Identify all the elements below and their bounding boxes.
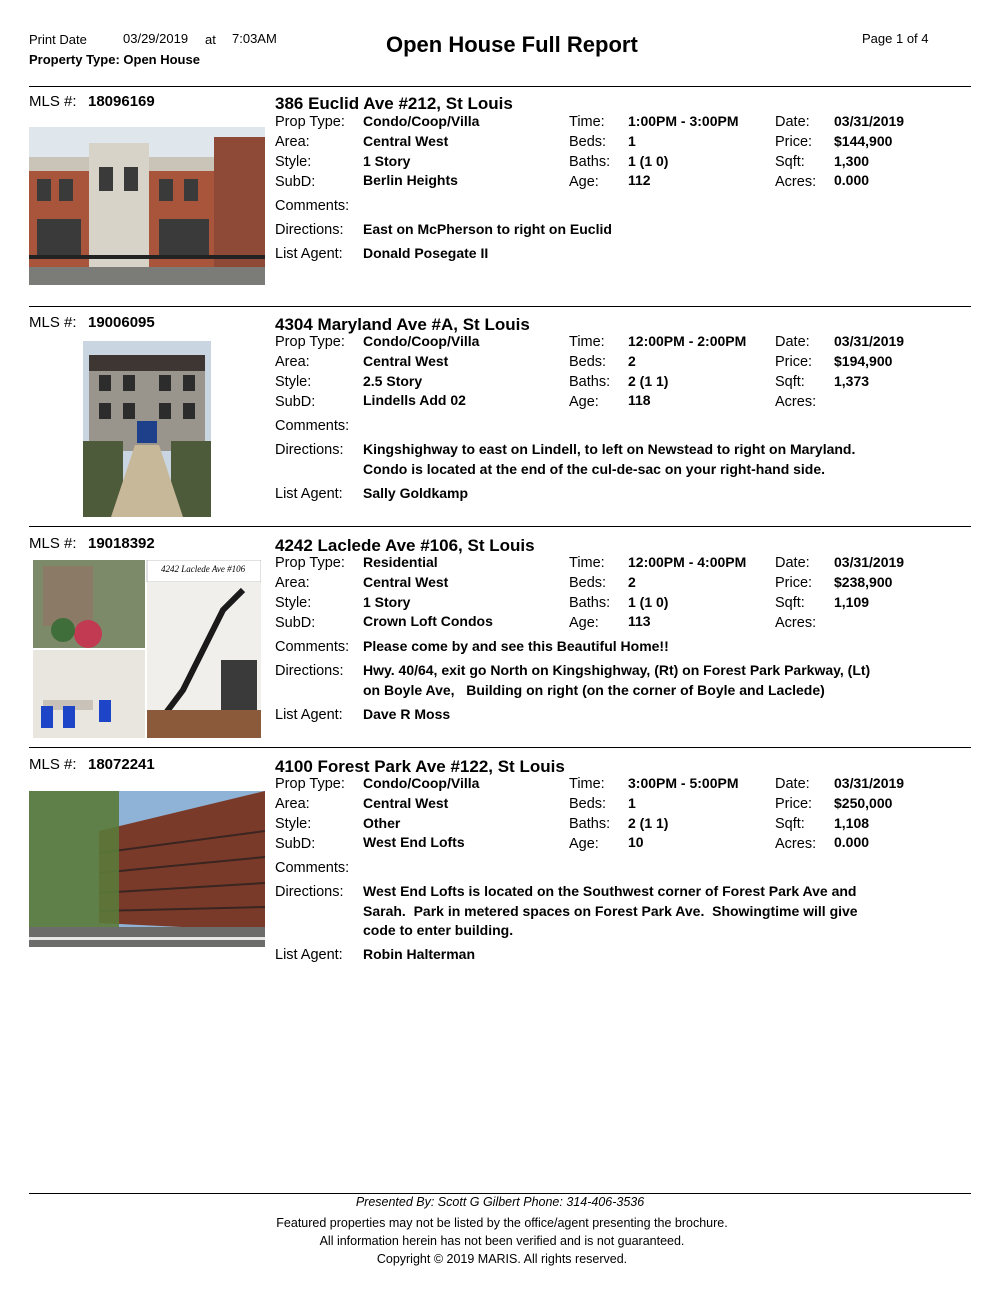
mls-number: 18096169 <box>88 93 155 110</box>
age-value: 118 <box>628 392 651 408</box>
area-value: Central West <box>363 574 449 590</box>
acres-label: Acres: <box>775 394 817 410</box>
time-value: 12:00PM - 2:00PM <box>628 333 747 349</box>
subd-label: SubD: <box>275 615 316 631</box>
mls-label: MLS #: <box>29 314 77 331</box>
beds-label: Beds: <box>569 134 607 150</box>
date-value: 03/31/2019 <box>834 775 905 791</box>
style-label: Style: <box>275 816 312 832</box>
baths-value: 2 (1 1) <box>628 815 669 831</box>
date-value: 03/31/2019 <box>834 554 905 570</box>
acres-value: 0.000 <box>834 834 870 850</box>
sqft-value: 1,300 <box>834 153 870 169</box>
prop-type-value: Condo/Coop/Villa <box>363 333 480 349</box>
list-agent-value: Robin Halterman <box>363 946 476 962</box>
date-label: Date: <box>775 776 810 792</box>
area-label: Area: <box>275 134 310 150</box>
baths-value: 1 (1 0) <box>628 594 669 610</box>
mls-label: MLS #: <box>29 756 77 773</box>
prop-type-label: Prop Type: <box>275 555 345 571</box>
directions-label: Directions: <box>275 442 344 458</box>
prop-type-value: Condo/Coop/Villa <box>363 113 480 129</box>
area-value: Central West <box>363 133 449 149</box>
directions-label: Directions: <box>275 222 344 238</box>
mls-number: 19006095 <box>88 314 155 331</box>
style-value: 1 Story <box>363 594 411 610</box>
baths-value: 2 (1 1) <box>628 373 669 389</box>
list-agent-label: List Agent: <box>275 707 343 723</box>
subd-value: Lindells Add 02 <box>363 392 466 408</box>
time-label: Time: <box>569 114 605 130</box>
date-label: Date: <box>775 555 810 571</box>
time-label: Time: <box>569 334 605 350</box>
mls-number: 18072241 <box>88 756 155 773</box>
property-address: 4242 Laclede Ave #106, St Louis <box>275 536 535 555</box>
acres-value: 0.000 <box>834 172 870 188</box>
area-label: Area: <box>275 575 310 591</box>
mls-number: 19018392 <box>88 535 155 552</box>
style-value: 1 Story <box>363 153 411 169</box>
directions-line-3: code to enter building. <box>363 922 514 938</box>
date-label: Date: <box>775 334 810 350</box>
area-value: Central West <box>363 795 449 811</box>
style-value: Other <box>363 815 401 831</box>
age-label: Age: <box>569 836 599 852</box>
directions-line-1: Hwy. 40/64, exit go North on Kingshighway, (Rt) on Forest Park Parkway, (Lt) <box>363 662 871 678</box>
print-date: 03/29/2019 <box>123 31 189 46</box>
subd-label: SubD: <box>275 394 316 410</box>
comments-label: Comments: <box>275 418 350 434</box>
property-address: 4100 Forest Park Ave #122, St Louis <box>275 757 565 776</box>
list-agent-value: Dave R Moss <box>363 706 451 722</box>
age-label: Age: <box>569 394 599 410</box>
mls-label: MLS #: <box>29 93 77 110</box>
acres-label: Acres: <box>775 615 817 631</box>
page-title: Open House Full Report <box>386 32 638 57</box>
area-label: Area: <box>275 796 310 812</box>
price-label: Price: <box>775 575 813 591</box>
subd-value: West End Lofts <box>363 834 465 850</box>
list-agent-label: List Agent: <box>275 947 343 963</box>
prop-type-value: Residential <box>363 554 438 570</box>
list-agent-label: List Agent: <box>275 486 343 502</box>
list-agent-value: Donald Posegate II <box>363 245 489 261</box>
print-date-label: Print Date <box>29 32 87 47</box>
directions-value: East on McPherson to right on Euclid <box>363 221 612 237</box>
mls-label: MLS #: <box>29 535 77 552</box>
disclaimer-1: Featured properties may not be listed by the office/agent presenting the brochure. <box>276 1216 728 1230</box>
prop-type-label: Prop Type: <box>275 114 345 130</box>
area-label: Area: <box>275 354 310 370</box>
price-value: $238,900 <box>834 574 893 590</box>
property-photo-collage <box>33 560 261 738</box>
property-photo <box>29 127 265 285</box>
date-value: 03/31/2019 <box>834 113 905 129</box>
age-label: Age: <box>569 615 599 631</box>
photo-caption: 4242 Laclede Ave #106 <box>161 564 246 574</box>
list-agent-label: List Agent: <box>275 246 343 262</box>
beds-value: 2 <box>628 353 636 369</box>
baths-label: Baths: <box>569 595 611 611</box>
beds-label: Beds: <box>569 354 607 370</box>
style-label: Style: <box>275 374 312 390</box>
subd-label: SubD: <box>275 836 316 852</box>
beds-label: Beds: <box>569 796 607 812</box>
time-value: 12:00PM - 4:00PM <box>628 554 747 570</box>
subd-value: Berlin Heights <box>363 172 458 188</box>
disclaimer-2: All information herein has not been verified and is not guaranteed. <box>319 1234 685 1248</box>
style-label: Style: <box>275 595 312 611</box>
comments-label: Comments: <box>275 198 350 214</box>
area-value: Central West <box>363 353 449 369</box>
list-agent-value: Sally Goldkamp <box>363 485 469 501</box>
sqft-value: 1,108 <box>834 815 870 831</box>
acres-label: Acres: <box>775 174 817 190</box>
beds-value: 2 <box>628 574 636 590</box>
listing-4 <box>0 756 1000 976</box>
date-value: 03/31/2019 <box>834 333 905 349</box>
price-value: $250,000 <box>834 795 893 811</box>
price-label: Price: <box>775 134 813 150</box>
directions-line-2: Condo is located at the end of the cul-de-sac on your right-hand side. <box>363 461 826 477</box>
prop-type-label: Prop Type: <box>275 334 345 350</box>
sqft-label: Sqft: <box>775 595 805 611</box>
listing-divider <box>29 306 971 307</box>
baths-label: Baths: <box>569 154 611 170</box>
sqft-value: 1,373 <box>834 373 870 389</box>
presented-by: Presented By: Scott G Gilbert Phone: 314-406-3536 <box>355 1195 645 1209</box>
sqft-label: Sqft: <box>775 816 805 832</box>
prop-type-label: Prop Type: <box>275 776 345 792</box>
style-value: 2.5 Story <box>363 373 423 389</box>
sqft-label: Sqft: <box>775 374 805 390</box>
beds-label: Beds: <box>569 575 607 591</box>
property-address: 4304 Maryland Ave #A, St Louis <box>275 315 530 334</box>
sqft-label: Sqft: <box>775 154 805 170</box>
time-value: 1:00PM - 3:00PM <box>628 113 739 129</box>
subd-value: Crown Loft Condos <box>363 613 493 629</box>
baths-label: Baths: <box>569 374 611 390</box>
price-label: Price: <box>775 796 813 812</box>
page-number: Page 1 of 4 <box>862 31 929 46</box>
listing-divider <box>29 747 971 748</box>
age-value: 113 <box>628 613 651 629</box>
property-type-line: Property Type: Open House <box>29 52 200 67</box>
listing-1 <box>0 93 1000 303</box>
property-photo <box>29 791 265 947</box>
property-photo <box>83 341 211 517</box>
comments-label: Comments: <box>275 860 350 876</box>
price-value: $194,900 <box>834 353 893 369</box>
date-label: Date: <box>775 114 810 130</box>
acres-label: Acres: <box>775 836 817 852</box>
prop-type-value: Condo/Coop/Villa <box>363 775 480 791</box>
sqft-value: 1,109 <box>834 594 870 610</box>
directions-line-1: Kingshighway to east on Lindell, to left on Newstead to right on Maryland. <box>363 441 856 457</box>
style-label: Style: <box>275 154 312 170</box>
beds-value: 1 <box>628 133 636 149</box>
listing-divider <box>29 526 971 527</box>
directions-label: Directions: <box>275 663 344 679</box>
time-label: Time: <box>569 555 605 571</box>
time-label: Time: <box>569 776 605 792</box>
directions-line-2: Sarah. Park in metered spaces on Forest Park Ave. Showingtime will give <box>363 903 858 919</box>
age-label: Age: <box>569 174 599 190</box>
comments-value: Please come by and see this Beautiful Home!! <box>363 638 669 654</box>
age-value: 112 <box>628 172 651 188</box>
print-time: 7:03AM <box>232 31 277 46</box>
listing-3 <box>0 535 1000 745</box>
baths-value: 1 (1 0) <box>628 153 669 169</box>
baths-label: Baths: <box>569 816 611 832</box>
price-value: $144,900 <box>834 133 893 149</box>
listing-2 <box>0 314 1000 524</box>
directions-line-1: West End Lofts is located on the Southwest corner of Forest Park Ave and <box>363 883 857 899</box>
comments-label: Comments: <box>275 639 350 655</box>
subd-label: SubD: <box>275 174 316 190</box>
directions-label: Directions: <box>275 884 344 900</box>
price-label: Price: <box>775 354 813 370</box>
age-value: 10 <box>628 834 644 850</box>
property-address: 386 Euclid Ave #212, St Louis <box>275 94 513 113</box>
footer-divider <box>29 1193 971 1194</box>
directions-line-2: on Boyle Ave, Building on right (on the corner of Boyle and Laclede) <box>363 682 825 698</box>
copyright: Copyright © 2019 MARIS. All rights reserved. <box>376 1252 628 1266</box>
time-value: 3:00PM - 5:00PM <box>628 775 739 791</box>
at-label: at <box>205 32 216 47</box>
header-divider <box>29 86 971 87</box>
beds-value: 1 <box>628 795 636 811</box>
